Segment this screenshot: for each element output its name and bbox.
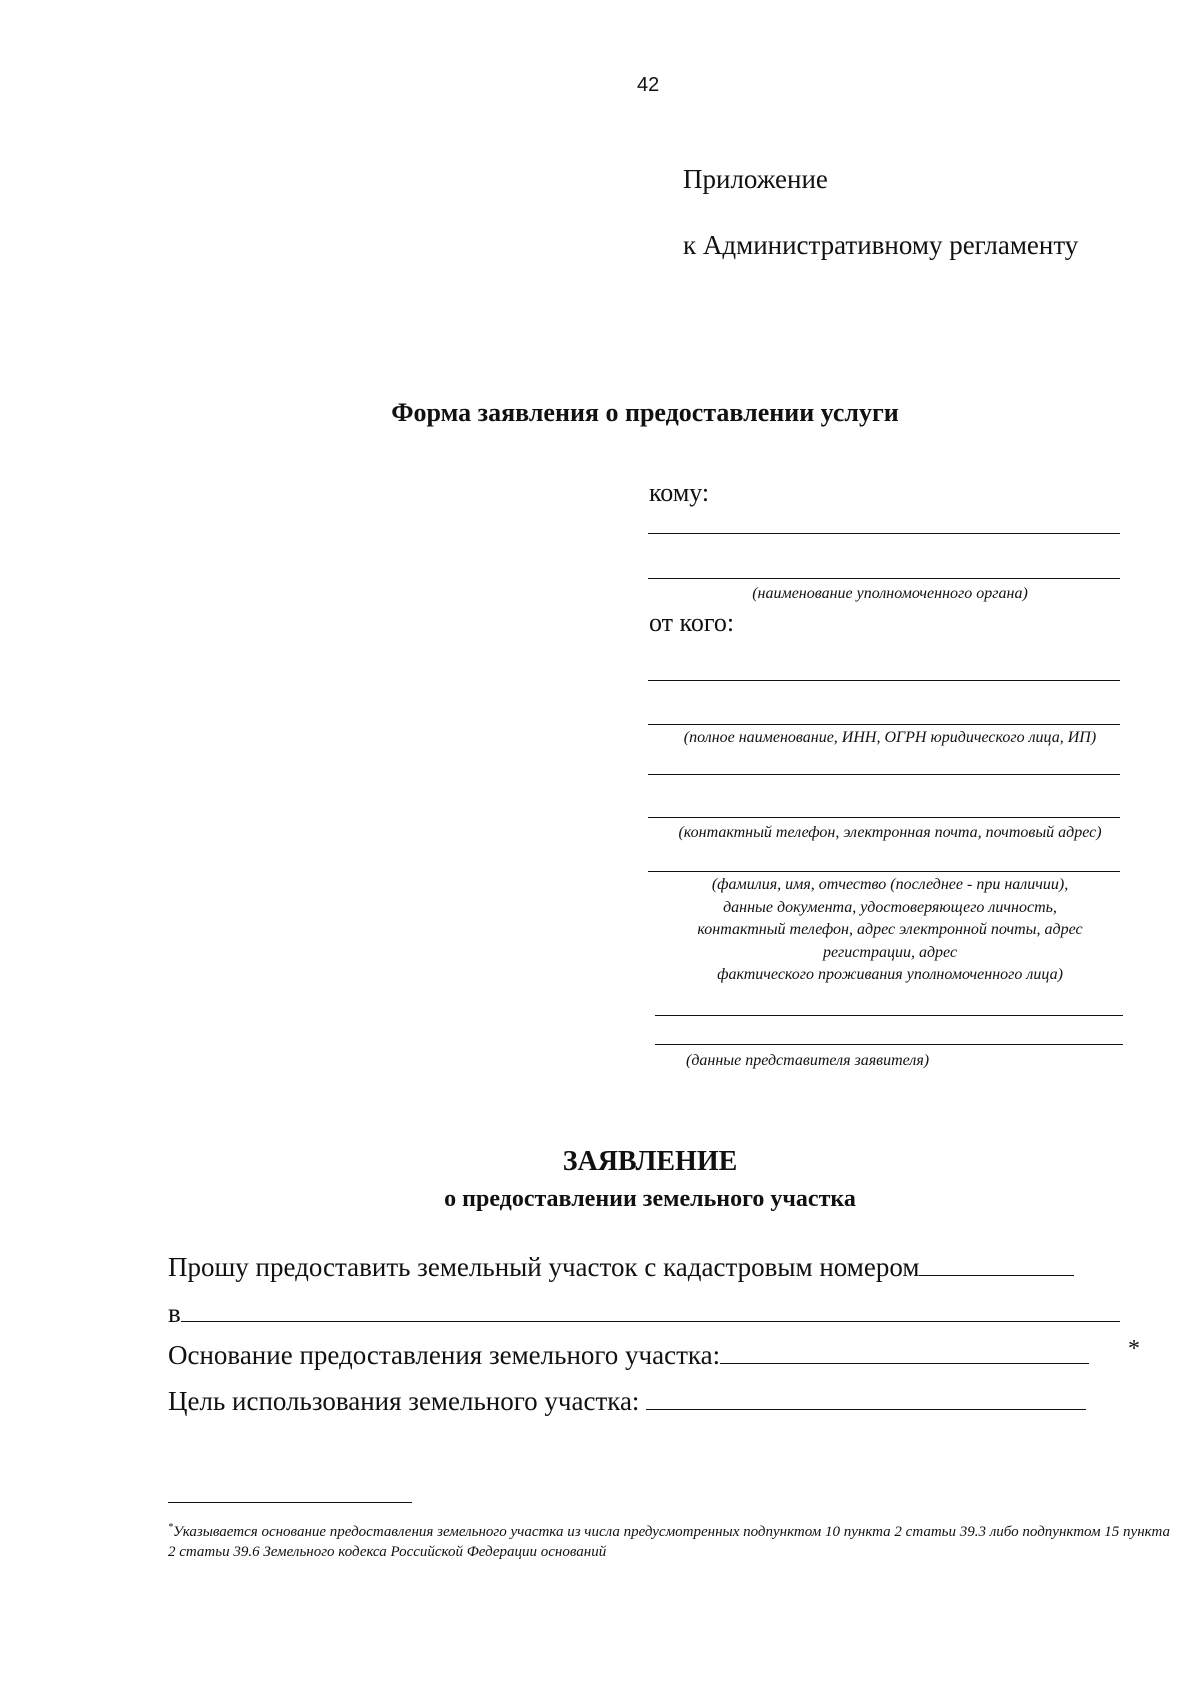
sender-line-5[interactable] (648, 871, 1120, 872)
cadastral-number-row (168, 1252, 1074, 1283)
sender-person-caption-line: фактического проживания уполномоченного лица) (717, 966, 1063, 983)
purpose-row (168, 1386, 1086, 1417)
representative-line-1[interactable] (655, 1015, 1123, 1016)
cadastral-number-field[interactable] (919, 1253, 1074, 1276)
statement-subtitle: о предоставлении земельного участка (444, 1186, 856, 1212)
sender-person-caption-line: (фамилия, имя, отчество (последнее - при наличии), (711, 876, 1069, 893)
location-row (168, 1298, 1120, 1329)
form-title: Форма заявления о предоставлении услуги (391, 398, 899, 427)
basis-row (168, 1340, 1089, 1371)
footnote (168, 1518, 1178, 1562)
sender-person-caption-line: контактный телефон, адрес электронной почты, адрес (697, 921, 1083, 938)
sender-person-caption-line: регистрации, адрес (822, 943, 958, 961)
sender-line-4[interactable] (648, 817, 1120, 818)
appendix-subtitle: к Административному регламенту (683, 230, 1079, 260)
sender-legal-caption: (полное наименование, ИНН, ОГРН юридического лица, ИП) (683, 729, 1097, 746)
page-number: 42 (637, 74, 660, 96)
representative-caption: (данные представителя заявителя) (686, 1052, 930, 1069)
footnote-text: Указывается основание предоставления земельного участка из числа предусмотренных подпунктом 10 пункта 2 статьи 39.3 либо подпунктом 15 пункта 2 статьи 39.6 Земельного кодекса Российской Федерации оснований (168, 1524, 1170, 1560)
sender-line-3[interactable] (648, 774, 1120, 775)
statement-title: ЗАЯВЛЕНИЕ (562, 1146, 738, 1177)
cadastral-request-text: Прошу предоставить земельный участок с кадастровым номером (168, 1252, 920, 1282)
appendix-title: Приложение (683, 164, 828, 194)
sender-label: от кого: (649, 608, 735, 637)
purpose-field[interactable] (646, 1387, 1086, 1410)
representative-line-2[interactable] (655, 1044, 1123, 1045)
recipient-caption: (наименование уполномоченного органа) (752, 585, 1028, 602)
sender-person-caption (640, 874, 1140, 987)
footnote-marker: * (168, 1522, 173, 1533)
sender-person-caption-line: данные документа, удостоверяющего личность, (723, 898, 1057, 916)
recipient-line-2[interactable] (648, 578, 1120, 579)
purpose-label: Цель использования земельного участка: (168, 1386, 640, 1416)
basis-footnote-mark: * (1128, 1336, 1140, 1362)
recipient-label: кому: (649, 478, 710, 507)
footnote-separator (168, 1502, 412, 1503)
recipient-line-1[interactable] (648, 533, 1120, 534)
basis-label: Основание предоставления земельного участка: (168, 1340, 721, 1370)
basis-field[interactable] (720, 1341, 1089, 1364)
location-prefix: в (168, 1298, 181, 1328)
sender-contacts-caption: (контактный телефон, электронная почта, почтовый адрес) (678, 824, 1102, 841)
sender-line-1[interactable] (648, 680, 1120, 681)
sender-line-2[interactable] (648, 724, 1120, 725)
location-field[interactable] (181, 1299, 1120, 1322)
